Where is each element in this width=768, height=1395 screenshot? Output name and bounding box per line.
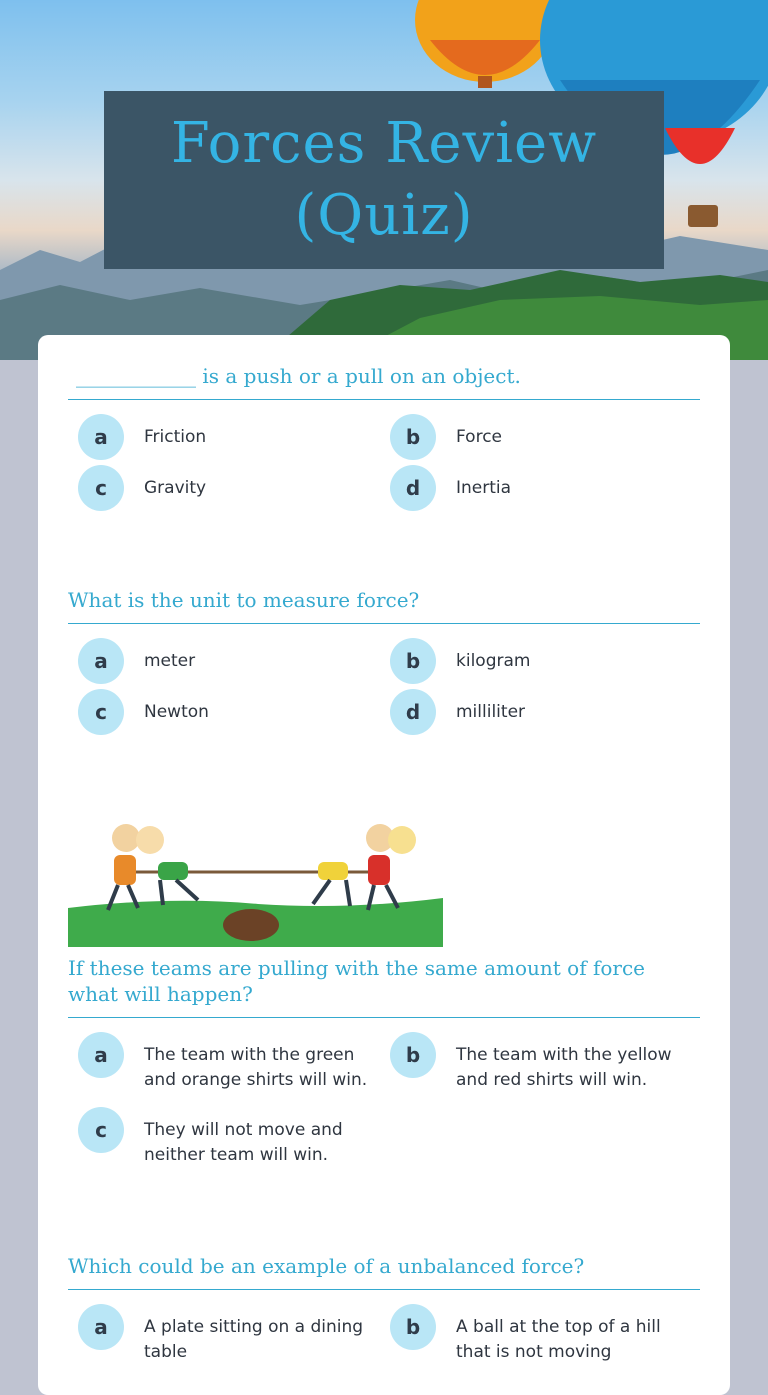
option-d[interactable] — [380, 689, 692, 735]
question-4 — [68, 1253, 700, 1384]
option-text: Force — [456, 427, 502, 447]
question-prompt: If these teams are pulling with the same amount of force what will happen? — [68, 955, 700, 1018]
option-letter: b — [390, 414, 436, 460]
option-c[interactable] — [68, 689, 380, 735]
option-c[interactable] — [68, 465, 380, 511]
option-letter: d — [390, 465, 436, 511]
option-letter: a — [78, 638, 124, 684]
options-list — [68, 414, 700, 524]
options-list — [68, 638, 700, 748]
title-banner — [104, 91, 664, 269]
question-prompt: Which could be an example of a unbalanced force? — [68, 1253, 700, 1290]
option-text: Friction — [144, 427, 207, 447]
option-letter: d — [390, 689, 436, 735]
option-letter: c — [78, 689, 124, 735]
option-text: Newton — [144, 702, 209, 722]
option-b[interactable] — [380, 638, 692, 684]
option-letter: c — [78, 1107, 124, 1153]
tug-of-war-image — [68, 800, 443, 947]
option-text: The team with the yellow and red shirts will win. — [456, 1045, 672, 1090]
option-a[interactable] — [68, 1032, 380, 1093]
quiz-card — [38, 335, 730, 1395]
question-prompt: ____________ is a push or a pull on an object. — [68, 363, 700, 400]
option-letter: b — [390, 1304, 436, 1350]
option-a[interactable] — [68, 1304, 380, 1365]
option-c[interactable] — [68, 1107, 380, 1168]
option-letter: a — [78, 414, 124, 460]
option-text: The team with the green and orange shirts will win. — [144, 1045, 368, 1090]
options-list — [68, 1304, 700, 1384]
option-b[interactable] — [380, 414, 692, 460]
option-letter: a — [78, 1032, 124, 1078]
option-text: meter — [144, 651, 196, 671]
page-title: Forces Review (Quiz) — [170, 111, 598, 248]
option-text: A plate sitting on a dining table — [144, 1317, 364, 1362]
option-text: Gravity — [144, 478, 207, 498]
option-text: Inertia — [456, 478, 512, 498]
options-list — [68, 1032, 700, 1182]
option-d[interactable] — [380, 465, 692, 511]
option-text: A ball at the top of a hill that is not moving — [456, 1317, 661, 1362]
option-b[interactable] — [380, 1304, 692, 1365]
option-letter: b — [390, 1032, 436, 1078]
option-letter: b — [390, 638, 436, 684]
option-b[interactable] — [380, 1032, 692, 1093]
header-image — [0, 0, 768, 360]
option-text: milliliter — [456, 702, 526, 722]
question-3 — [68, 955, 700, 1182]
option-text: They will not move and neither team will win. — [144, 1120, 343, 1165]
question-2 — [68, 587, 700, 748]
option-a[interactable] — [68, 638, 380, 684]
option-a[interactable] — [68, 414, 380, 460]
option-letter: a — [78, 1304, 124, 1350]
question-prompt: What is the unit to measure force? — [68, 587, 700, 624]
option-letter: c — [78, 465, 124, 511]
question-1 — [68, 363, 700, 524]
option-text: kilogram — [456, 651, 531, 671]
